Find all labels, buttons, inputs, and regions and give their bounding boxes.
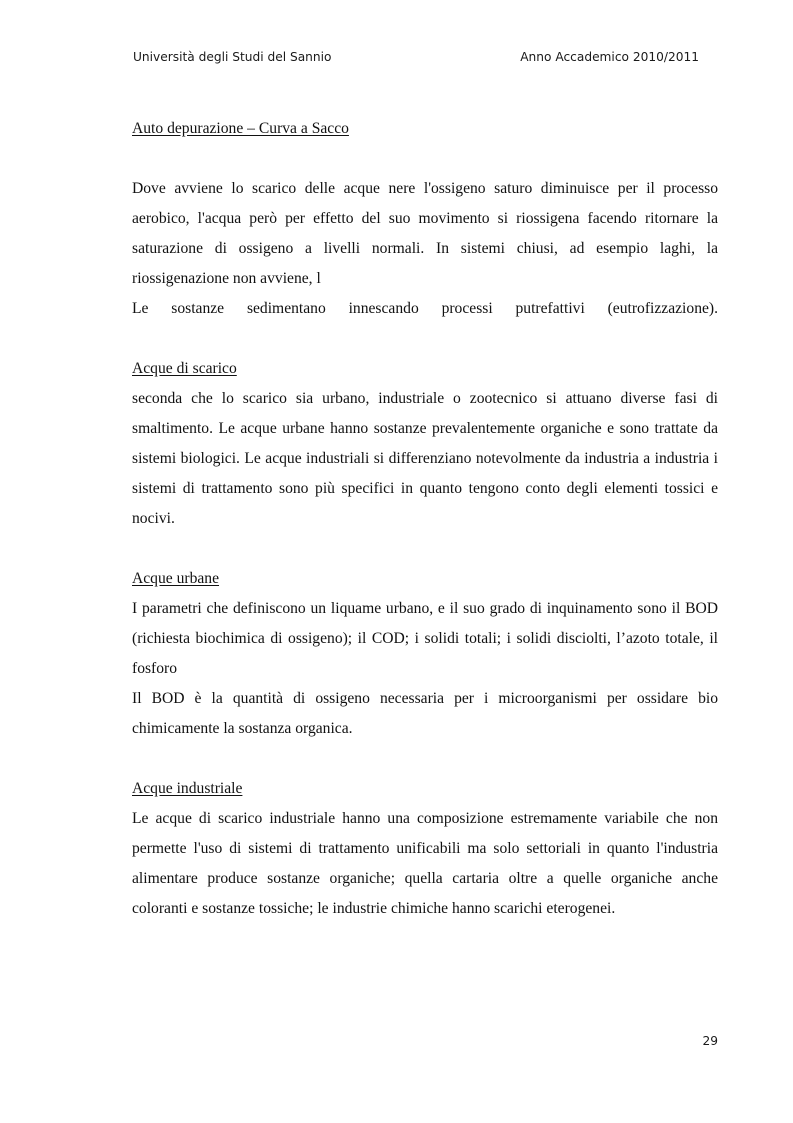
paragraph: seconda che lo scarico sia urbano, industriale o zootecnico si attuano diverse fasi di smaltimento. Le acque urbane hanno sostanze prevalentemente organiche e sono trattate da sistemi biologici. Le acque industriali si differenziano notevolmente da industria a industria i sistemi di trattamento sono più specifici in quanto tengono conto degli elementi tossici e nocivi. <box>132 390 718 527</box>
paragraph: Le acque di scarico industriale hanno una composizione estremamente variabile che non permette l'uso di sistemi di trattamento unificabili ma solo settoriali in quanto l'industria alimentare produce sostanze organiche; quella cartaria oltre a quelle organiche anche coloranti e sostanze tossiche; le industrie chimiche hanno scarichi eterogenei. <box>132 810 718 917</box>
header-university: Università degli Studi del Sannio <box>133 50 332 64</box>
section-acque-urbane <box>132 564 718 744</box>
section-heading: Acque di scarico <box>132 360 237 377</box>
paragraph: Le sostanze sedimentano innescando processi putrefattivi (eutrofizzazione). <box>132 300 718 317</box>
section-heading: Auto depurazione – Curva a Sacco <box>132 120 349 137</box>
page-number: 29 <box>702 1034 718 1048</box>
page-header <box>133 48 699 68</box>
section-acque-di-scarico <box>132 354 718 534</box>
header-academic-year: Anno Accademico 2010/2011 <box>520 50 699 64</box>
section-heading: Acque urbane <box>132 570 220 587</box>
paragraph: I parametri che definiscono un liquame urbano, e il suo grado di inquinamento sono il BOD (richiesta biochimica di ossigeno); il COD; i solidi totali; i solidi disciolti, l’azoto totale, il fosforo <box>132 600 718 677</box>
section-heading: Acque industriale <box>132 780 243 797</box>
section-acque-industriale <box>132 774 718 924</box>
paragraph: Il BOD è la quantità di ossigeno necessaria per i microorganismi per ossidare bio chimicamente la sostanza organica. <box>132 690 718 737</box>
section-auto-depurazione <box>132 114 718 324</box>
paragraph: Dove avviene lo scarico delle acque nere l'ossigeno saturo diminuisce per il processo aerobico, l'acqua però per effetto del suo movimento si riossigena facendo ritornare la saturazione di ossigeno a livelli normali. In sistemi chiusi, ad esempio laghi, la riossigenazione non avviene, l <box>132 180 718 287</box>
document-body <box>132 114 718 954</box>
